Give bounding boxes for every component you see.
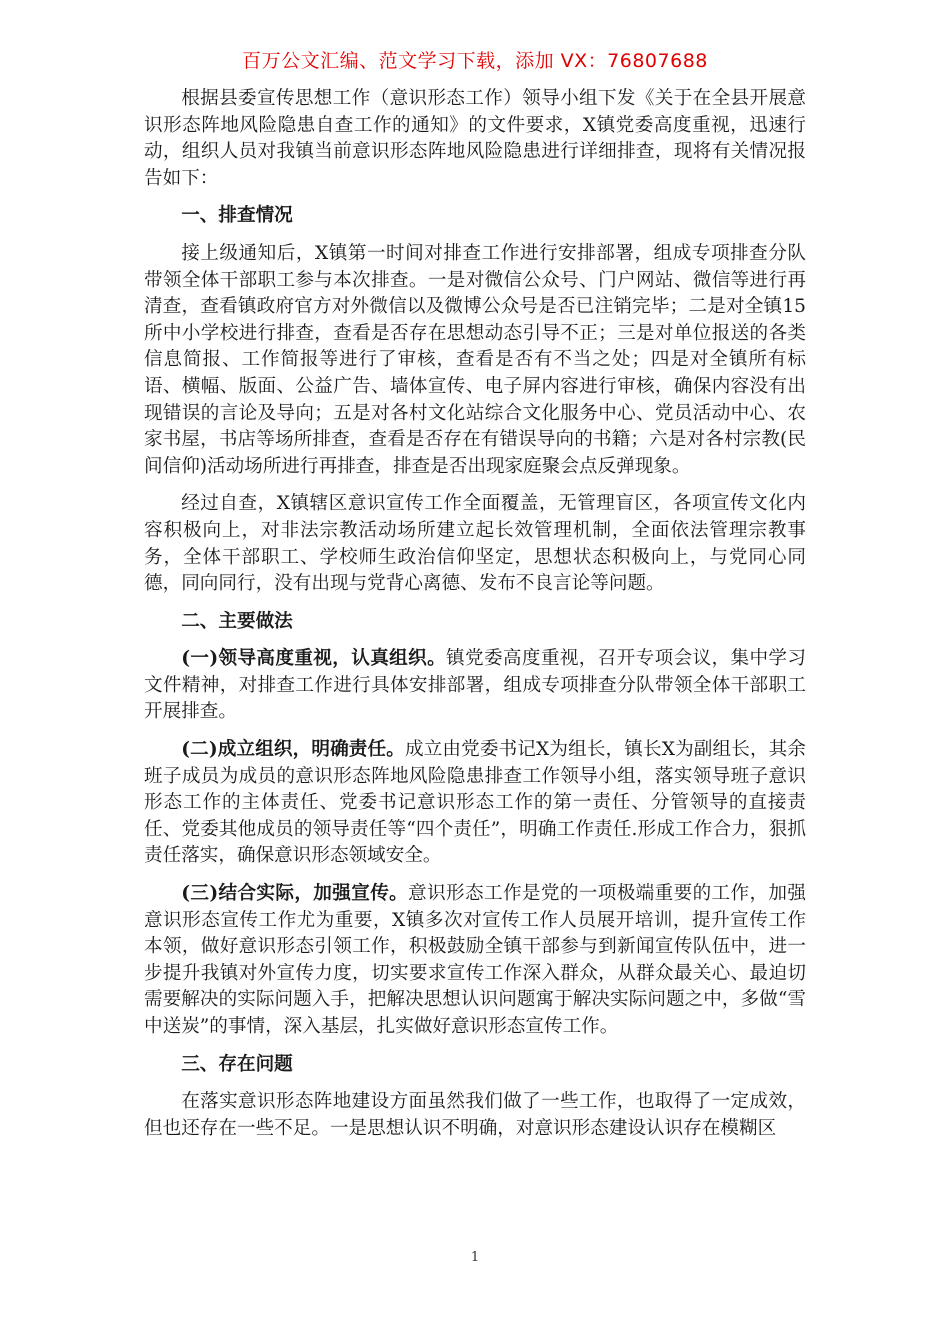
promo-banner: 百万公文汇编、范文学习下载，添加 VX：76807688 [242, 50, 708, 72]
measure-item-3-text: 意识形态工作是党的一项极端重要的工作，加强意识形态宣传工作尤为重要，X镇多次对宣传工作人员展开培训，提升宣传工作本领，做好意识形态引领工作，积极鼓励全镇干部参与到新闻宣传队伍中，进一步提升我镇对外宣传力度，切实要求宣传工作深入群众，从群众最关心、最迫切需要解决的实际问题入手，把解决思想认识问题寓于解决实际问题之中，多做“雪中送炭”的事情，深入基层，扎实做好意识形态宣传工作。 [144, 883, 806, 1037]
problems-paragraph-1: 在落实意识形态阵地建设方面虽然我们做了一些工作，也取得了一定成效，但也还存在一些不足。一是思想认识不明确，对意识形态建设认识存在模糊区 [144, 1091, 806, 1139]
investigation-paragraph-2: 经过自查，X镇辖区意识宣传工作全面覆盖，无管理盲区，各项宣传文化内容积极向上，对非法宗教活动场所建立起长效管理机制，全面依法管理宗教事务，全体干部职工、学校师生政治信仰坚定，思想状态积极向上，与党同心同德，同向同行，没有出现与党背心离德、发布不良言论等问题。 [144, 493, 806, 595]
measure-item-2-text: 成立由党委书记X为组长，镇长X为副组长，其余班子成员为成员的意识形态阵地风险隐患排查工作领导小组，落实领导班子意识形态工作的主体责任、党委书记意识形态工作的第一责任、分管领导的直接责任、党委其他成员的领导责任等“四个责任”，明确工作责任.形成工作合力，狠抓责任落实，确保意识形态领域安全。 [144, 739, 806, 867]
section-heading-investigation: 一、排查情况 [181, 205, 293, 227]
measure-item-3-lead: (三)结合实际，加强宣传。 [181, 883, 409, 905]
page-number: 1 [470, 1250, 480, 1265]
measure-item-3 [144, 881, 806, 1041]
measure-item-1-lead: (一)领导高度重视，认真组织。 [181, 648, 447, 670]
section-heading-measures: 二、主要做法 [181, 610, 293, 632]
document-body [144, 86, 806, 1153]
measure-item-1 [144, 646, 806, 726]
measure-item-1-text: 镇党委高度重视，召开专项会议，集中学习文件精神，对排查工作进行具体安排部署，组成专项排查分队带领全体干部职工开展排查。 [144, 648, 806, 723]
measure-item-2-lead: (二)成立组织，明确责任。 [181, 739, 405, 761]
intro-paragraph: 根据县委宣传思想工作（意识形态工作）领导小组下发《关于在全县开展意识形态阵地风险隐患自查工作的通知》的文件要求，X镇党委高度重视，迅速行动，组织人员对我镇当前意识形态阵地风险隐患进行详细排查，现将有关情况报告如下： [144, 88, 806, 189]
measure-item-2 [144, 737, 806, 870]
investigation-paragraph-1: 接上级通知后，X镇第一时间对排查工作进行安排部署，组成专项排查分队带领全体干部职工参与本次排查。一是对微信公众号、门户网站、微信等进行再清查，查看镇政府官方对外微信以及微博公众号是否已注销完毕；二是对全镇15所中小学校进行排查，查看是否存在思想动态引导不正；三是对单位报送的各类信息简报、工作简报等进行了审核，查看是否有不当之处；四是对全镇所有标语、横幅、版面、公益广告、墙体宣传、电子屏内容进行审核，确保内容没有出现错误的言论及导向；五是对各村文化站综合文化服务中心、党员活动中心、农家书屋，书店等场所排查，查看是否存在有错误导向的书籍；六是对各村宗教(民间信仰)活动场所进行再排查，排查是否出现家庭聚会点反弹现象。 [144, 242, 806, 477]
section-heading-problems: 三、存在问题 [181, 1053, 293, 1075]
